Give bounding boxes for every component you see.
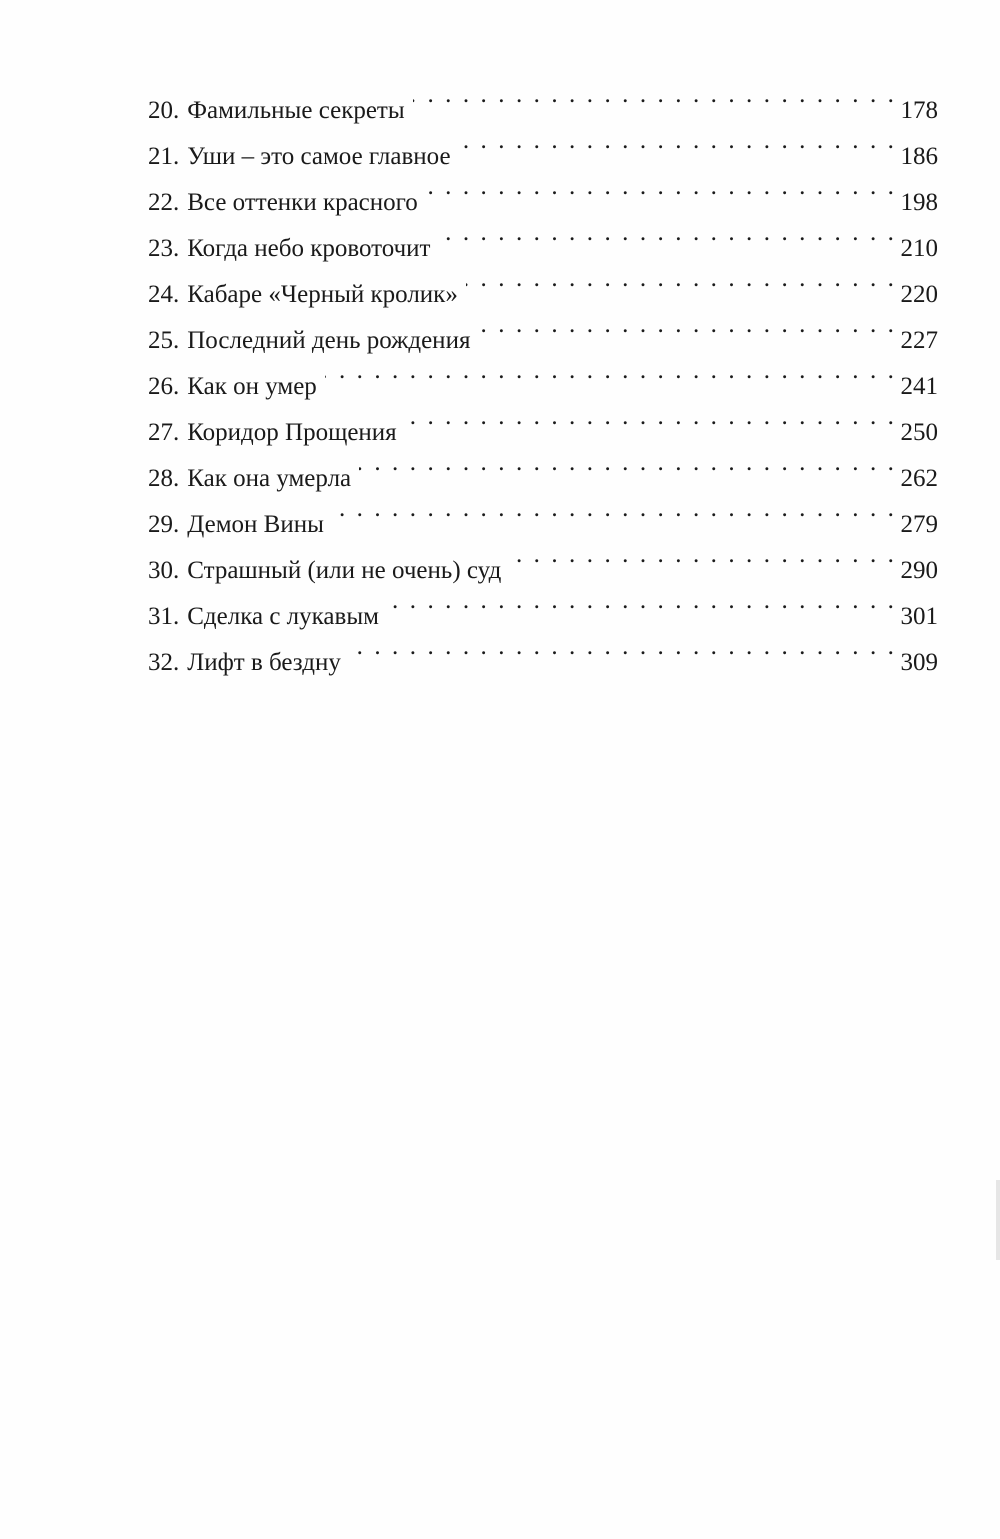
dot-leader	[426, 164, 897, 210]
chapter-title: Как он умер	[187, 373, 317, 400]
dot-leader	[359, 440, 896, 486]
chapter-title: Кабаре «Черный кролик»	[187, 281, 458, 308]
table-of-contents	[148, 72, 938, 676]
chapter-title: Последний день рождения	[187, 327, 471, 354]
chapter-number: 20.	[148, 97, 180, 124]
chapter-title: Фамильные секреты	[187, 97, 405, 124]
dot-leader	[478, 302, 896, 348]
chapter-number: 25.	[148, 327, 180, 354]
chapter-title: Коридор Прощения	[187, 419, 397, 446]
dot-leader	[325, 348, 897, 394]
page-number: 309	[900, 649, 938, 676]
chapter-title: Демон Вины	[187, 511, 324, 538]
page-number: 241	[900, 373, 938, 400]
chapter-number: 30.	[148, 557, 180, 584]
chapter-number: 26.	[148, 373, 180, 400]
page-number: 250	[900, 419, 938, 446]
chapter-number: 23.	[148, 235, 180, 262]
page-number: 290	[900, 557, 938, 584]
chapter-number: 22.	[148, 189, 180, 216]
chapter-title: Страшный (или не очень) суд	[187, 557, 502, 584]
chapter-number: 28.	[148, 465, 180, 492]
chapter-title: Лифт в бездну	[187, 649, 341, 676]
page-number: 210	[900, 235, 938, 262]
page-number: 301	[900, 603, 938, 630]
chapter-number: 21.	[148, 143, 180, 170]
toc-entry	[148, 72, 938, 124]
dot-leader	[413, 72, 897, 118]
chapter-number: 24.	[148, 281, 180, 308]
dot-leader	[387, 578, 897, 624]
chapter-title: Уши – это самое главное	[187, 143, 451, 170]
page-number: 227	[900, 327, 938, 354]
dot-leader	[509, 532, 896, 578]
chapter-number: 32.	[148, 649, 180, 676]
chapter-number: 31.	[148, 603, 180, 630]
chapter-title: Сделка с лукавым	[187, 603, 379, 630]
dot-leader	[438, 210, 896, 256]
page-number: 279	[900, 511, 938, 538]
page-edge-shadow	[996, 1180, 1000, 1260]
chapter-number: 29.	[148, 511, 180, 538]
page-number: 178	[900, 97, 938, 124]
dot-leader	[405, 394, 897, 440]
page-number: 220	[900, 281, 938, 308]
dot-leader	[332, 486, 897, 532]
dot-leader	[459, 118, 897, 164]
chapter-title: Все оттенки красного	[187, 189, 418, 216]
dot-leader	[349, 624, 897, 670]
page-number: 186	[900, 143, 938, 170]
page-number: 198	[900, 189, 938, 216]
dot-leader	[466, 256, 897, 302]
chapter-title: Когда небо кровоточит	[187, 235, 431, 262]
page-number: 262	[900, 465, 938, 492]
chapter-title: Как она умерла	[187, 465, 352, 492]
chapter-number: 27.	[148, 419, 180, 446]
